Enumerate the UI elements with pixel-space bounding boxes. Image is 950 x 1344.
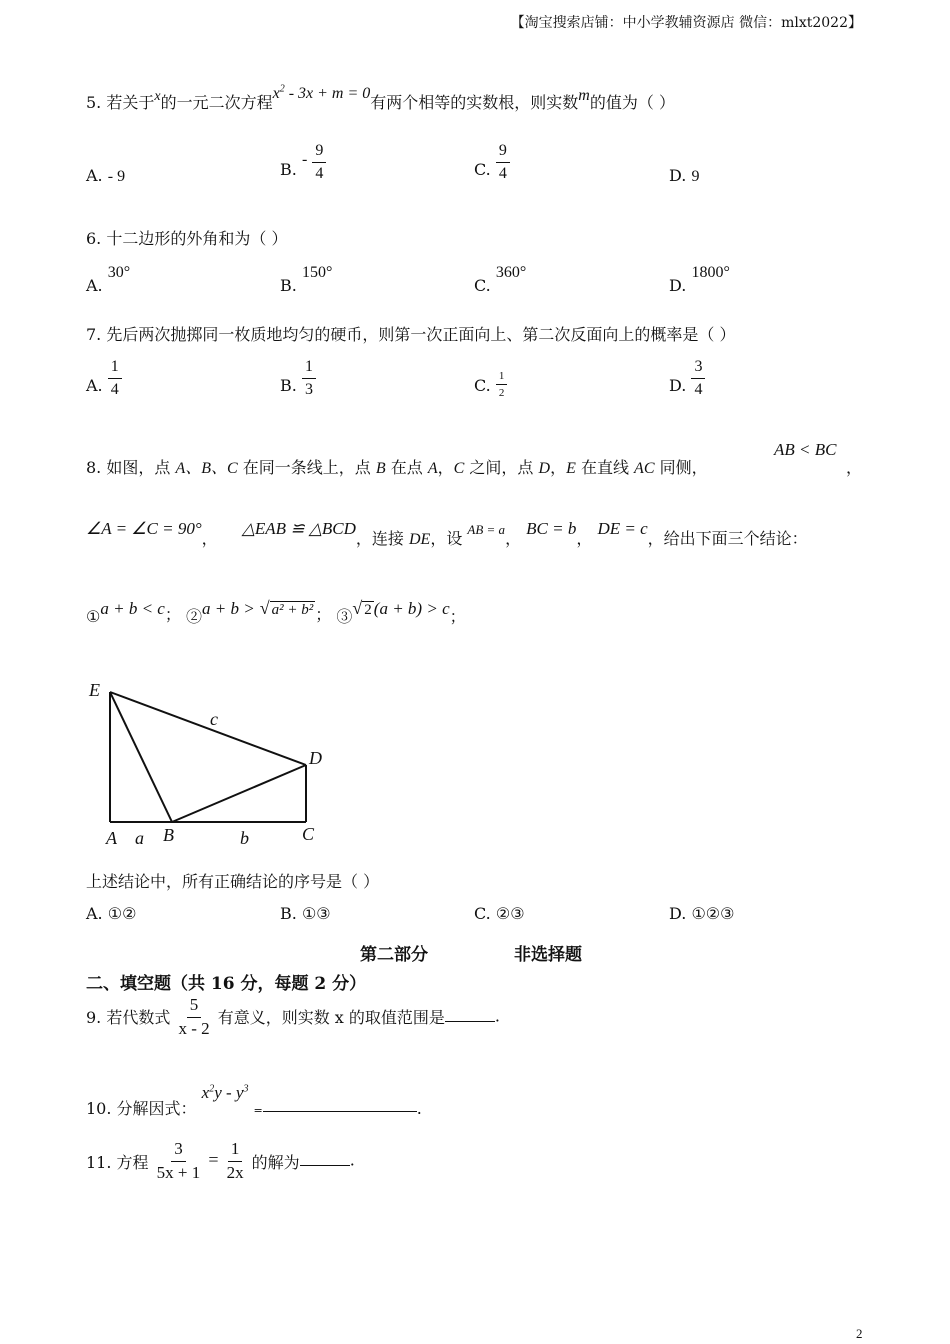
q8-stem-line2: ∠A = ∠C = 90°， △EAB ≌ △BCD，连接 DE，设 AB = a， BC = b， DE = c，给出下面三个结论： (86, 519, 808, 548)
label-a: A (106, 828, 117, 848)
label-e: E (89, 680, 100, 700)
q7-option-d[interactable]: D. $\frac{3}{4}$ (669, 358, 705, 398)
q5-option-c[interactable]: C. $\frac{9}{4}$ (474, 142, 510, 182)
q6-option-b[interactable]: B. 150° (280, 264, 333, 295)
q7-option-b[interactable]: B. $\frac{1}{3}$ (280, 358, 316, 398)
q8-option-c[interactable]: C. ②③ (474, 904, 525, 923)
q10-stem: 10. 分解因式： $x^2y - y^3$ $_=$ . (86, 1083, 422, 1118)
geometry-figure (80, 672, 340, 852)
q7-stem: 7. 先后两次抛掷同一枚质地均匀的硬币，则第一次正面向上、第二次反面向上的概率是（ ） (86, 325, 736, 344)
part-subtitle: 非选择题 (514, 945, 582, 965)
q10-answer-blank[interactable] (263, 1111, 417, 1112)
q7-option-a[interactable]: A. $\frac{1}{4}$ (86, 358, 122, 398)
q6-option-c[interactable]: C. 360° (474, 264, 527, 295)
label-side-c: c (210, 709, 218, 729)
q8-conclusions: ①a + b < c； ②a + b > √ a² + b² ； ③√ 2 (a + b) > c； (86, 598, 466, 626)
label-d: D (309, 748, 322, 768)
q5-option-d[interactable]: D. 9 (669, 166, 700, 185)
header-source-note: 【淘宝搜索店铺：中小学教辅资源店 微信：mlxt2022】 (510, 15, 862, 31)
q7-option-c[interactable]: C. $\frac{1}{2}$ (474, 370, 507, 399)
q9-stem: 9. 若代数式 $\frac{5}{x - 2}$ 有意义，则实数 x 的取值范围是 . (86, 995, 501, 1038)
label-c: C (302, 824, 315, 844)
q6-option-d[interactable]: D. 1800° (669, 264, 730, 295)
label-side-a: a (135, 828, 144, 848)
q8-condition-ab-bc: AB < BC (774, 440, 837, 459)
page-number: 2 (856, 1326, 863, 1341)
q5-option-b[interactable]: B. - $\frac{9}{4}$ (280, 142, 326, 182)
q6-stem: 6. 十二边形的外角和为（ ） (86, 229, 288, 248)
q8-option-d[interactable]: D. ①②③ (669, 904, 735, 923)
q5-stem: 5. 若关于x的一元二次方程$x^2 - 3x + m = 0$有两个相等的实数根，则实数m的值为（ ） (86, 83, 675, 112)
q11-stem: 11. 方程 $\frac{3}{5x + 1}$ = $\frac{1}{2x}$ 的解为 . (86, 1139, 355, 1182)
q8-stem-line1: 8. 如图，点 A、B、C 在同一条线上，点 B 在点 A，C 之间，点 D，E 在直线 AC 同侧， (86, 458, 708, 477)
label-b: B (163, 825, 174, 845)
q8-option-b[interactable]: B. ①③ (280, 904, 331, 923)
q5-option-a[interactable]: A. - 9 (86, 166, 126, 185)
q8-comma: ， (846, 458, 863, 477)
fill-blank-title: 二、填空题（共 16 分，每题 2 分） (86, 974, 367, 994)
q6-option-a[interactable]: A. 30° (86, 264, 131, 295)
segment-bd (172, 765, 306, 822)
q11-answer-blank[interactable] (300, 1165, 350, 1166)
q8-stem2: 上述结论中，所有正确结论的序号是（ ） (86, 872, 380, 891)
label-side-b: b (240, 828, 249, 848)
q8-option-a[interactable]: A. ①② (86, 904, 137, 923)
part-title: 第二部分 (360, 945, 428, 965)
q9-answer-blank[interactable] (445, 1021, 495, 1022)
